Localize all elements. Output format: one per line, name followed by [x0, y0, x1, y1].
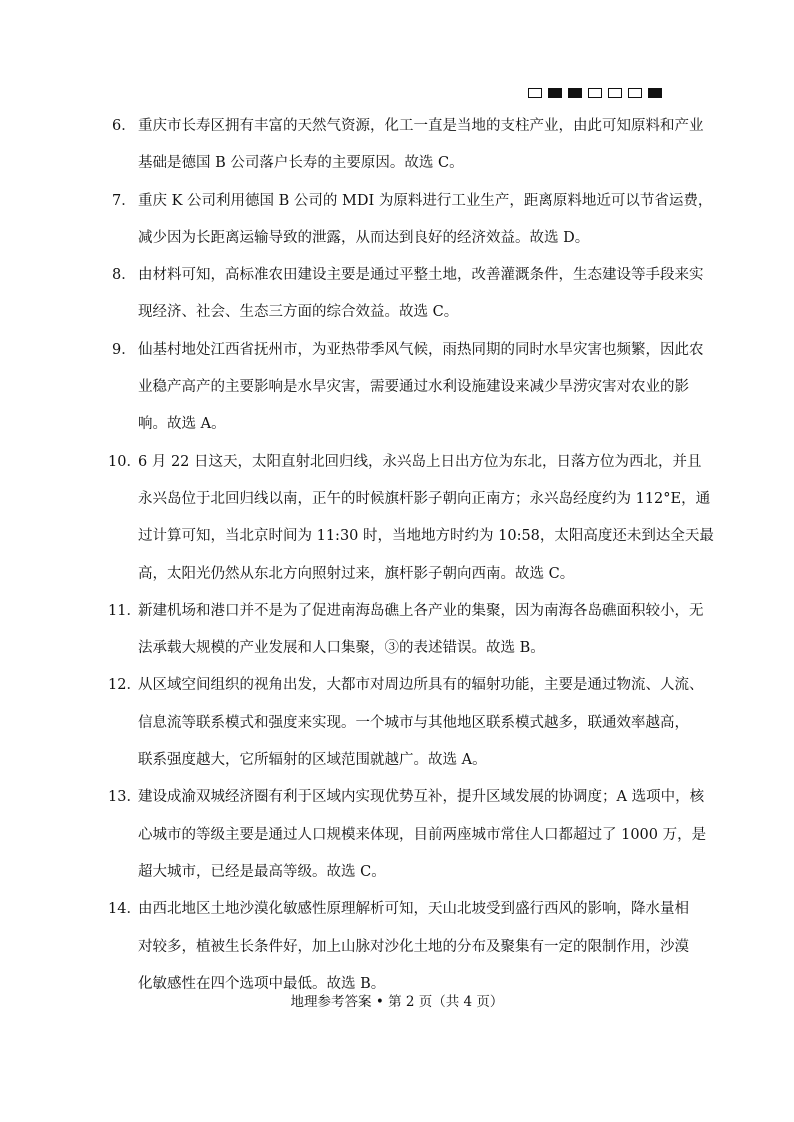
answer-number: 11． — [108, 602, 141, 619]
page-footer: 地理参考答案 • 第 2 页（共 4 页） — [290, 994, 504, 1010]
filled-square-mark — [548, 88, 562, 98]
answer-line: 由材料可知，高标准农田建设主要是通过平整土地，改善灌溉条件，生态建设等手段来实 — [138, 267, 704, 284]
answer-line: 对较多，植被生长条件好，加上山脉对沙化土地的分布及聚集有一定的限制作用，沙漠 — [138, 938, 689, 955]
answer-number: 10． — [108, 453, 141, 470]
answer-number: 9． — [112, 341, 136, 358]
hollow-square-mark — [628, 88, 642, 98]
answer-line: 化敏感性在四个选项中最低。故选 B。 — [138, 975, 386, 992]
answer-item — [108, 444, 714, 593]
answer-line: 建设成渝双城经济圈有利于区域内实现优势互补，提升区域发展的协调度；A 选项中，核 — [138, 789, 705, 806]
answer-line: 高，太阳光仍然从东北方向照射过来，旗杆影子朝向西南。故选 C。 — [138, 565, 575, 582]
header-marks — [528, 88, 662, 98]
answer-line: 超大城市，已经是最高等级。故选 C。 — [138, 863, 386, 880]
answer-line: 法承载大规模的产业发展和人口集聚，③的表述错误。故选 B。 — [138, 640, 545, 657]
answer-line: 减少因为长距离运输导致的泄露，从而达到良好的经济效益。故选 D。 — [138, 229, 590, 246]
answer-line: 6 月 22 日这天，太阳直射北回归线，永兴岛上日出方位为东北，日落方位为西北，并且 — [138, 453, 702, 470]
answer-line: 信息流等联系模式和强度来实现。一个城市与其他地区联系模式越多，联通效率越高， — [138, 714, 689, 731]
answer-list — [108, 108, 714, 1003]
hollow-square-mark — [528, 88, 542, 98]
answer-line: 响。故选 A。 — [138, 416, 226, 433]
answer-number: 8． — [112, 267, 136, 284]
answer-text — [138, 593, 704, 668]
answer-number: 13． — [108, 789, 141, 806]
filled-square-mark — [648, 88, 662, 98]
answer-line: 现经济、社会、生态三方面的综合效益。故选 C。 — [138, 304, 459, 321]
answer-item — [108, 891, 692, 1003]
answer-line: 业稳产高产的主要影响是水旱灾害，需要通过水利设施建设来减少旱涝灾害对农业的影 — [138, 379, 689, 396]
answer-line: 过计算可知，当北京时间为 11:30 时，当地地方时约为 10:58，太阳高度还未到达全天最 — [138, 528, 714, 545]
answer-item — [108, 779, 707, 891]
answer-item — [112, 183, 713, 258]
answer-item — [112, 108, 704, 183]
answer-line: 从区域空间组织的视角出发，大都市对周边所具有的辐射功能，主要是通过物流、人流、 — [138, 677, 704, 694]
answer-text — [138, 108, 704, 183]
answer-line: 由西北地区土地沙漠化敏感性原理解析可知，天山北坡受到盛行西风的影响，降水量相 — [138, 901, 689, 918]
answer-text — [138, 183, 712, 258]
answer-line: 心城市的等级主要是通过人口规模来体现，目前两座城市常住人口都超过了 1000 万，是 — [138, 826, 707, 843]
answer-line: 重庆 K 公司利用德国 B 公司的 MDI 为原料进行工业生产，距离原料地近可以节省运费， — [138, 192, 713, 209]
answer-line: 新建机场和港口并不是为了促进南海岛礁上各产业的集聚，因为南海各岛礁面积较小，无 — [138, 602, 704, 619]
answer-text — [138, 332, 704, 444]
answer-text — [138, 257, 704, 332]
answer-text — [138, 779, 706, 891]
answer-number: 7． — [112, 192, 136, 209]
filled-square-mark — [568, 88, 582, 98]
answer-item — [108, 593, 704, 668]
answer-line: 永兴岛位于北回归线以南，正午的时候旗杆影子朝向正南方；永兴岛经度约为 112°E，通 — [138, 490, 711, 507]
answer-number: 6． — [112, 118, 136, 134]
answer-text — [138, 444, 714, 593]
answer-number: 12． — [108, 677, 141, 694]
answer-item — [112, 332, 704, 444]
answer-item — [108, 667, 704, 779]
answer-line: 重庆市长寿区拥有丰富的天然气资源，化工一直是当地的支柱产业，由此可知原料和产业 — [138, 118, 704, 134]
answer-text — [138, 891, 692, 1003]
answer-item — [112, 257, 704, 332]
answer-text — [138, 667, 704, 779]
hollow-square-mark — [588, 88, 602, 98]
hollow-square-mark — [608, 88, 622, 98]
answer-line: 仙基村地处江西省抚州市，为亚热带季风气候，雨热同期的同时水旱灾害也频繁，因此农 — [138, 341, 704, 358]
answer-number: 14． — [108, 901, 141, 918]
answer-line: 基础是德国 B 公司落户长寿的主要原因。故选 C。 — [138, 155, 464, 172]
answer-line: 联系强度越大，它所辐射的区域范围就越广。故选 A。 — [138, 752, 487, 769]
